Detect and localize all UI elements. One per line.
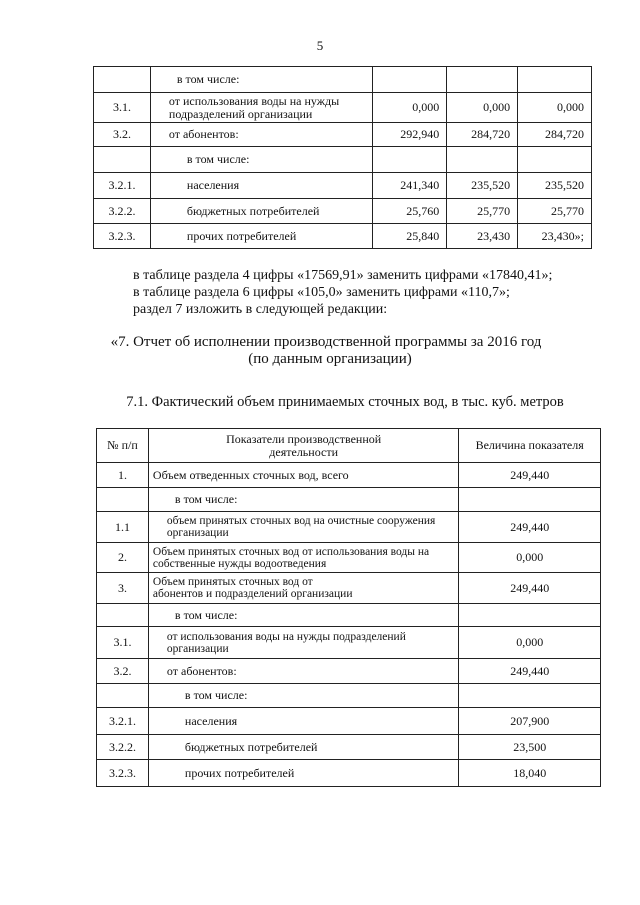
row-value: 0,000 [373, 93, 447, 123]
row-label: от абонентов: [150, 123, 372, 147]
amendment-paragraph: раздел 7 изложить в следующей редакции: [133, 302, 388, 317]
row-number: 3.2.2. [97, 735, 149, 760]
row-value: 284,720 [447, 123, 518, 147]
section-title: «7. Отчет об исполнении производственной программы за 2016 год [110, 334, 542, 350]
row-value [518, 147, 592, 173]
row-value: 25,770 [518, 199, 592, 224]
row-label: в том числе: [150, 147, 372, 173]
page-number: 5 [316, 38, 324, 53]
row-label: в том числе: [148, 488, 458, 512]
table-row [97, 463, 601, 488]
row-value: 25,770 [447, 199, 518, 224]
row-value: 249,440 [459, 659, 601, 684]
row-number: 2. [97, 543, 149, 573]
row-label: в том числе: [148, 604, 458, 627]
row-value: 0,000 [459, 627, 601, 659]
row-number: 3.1. [97, 627, 149, 659]
header-number: № п/п [97, 429, 149, 463]
row-value [518, 67, 592, 93]
row-number: 3. [97, 573, 149, 604]
row-label: от абонентов: [148, 659, 458, 684]
row-value [459, 488, 601, 512]
row-value [447, 147, 518, 173]
row-value: 0,000 [518, 93, 592, 123]
row-label: в том числе: [148, 684, 458, 708]
table-row [94, 123, 592, 147]
table-row [97, 708, 601, 735]
table-row [97, 735, 601, 760]
table-row [97, 684, 601, 708]
row-number: 1. [97, 463, 149, 488]
row-number [94, 67, 151, 93]
header-indicator: Показатели производственной деятельности [148, 429, 458, 463]
row-label: Объем принятых сточных вод от абонентов и подразделений организации [148, 573, 458, 604]
row-label: бюджетных потребителей [148, 735, 458, 760]
table-row [97, 627, 601, 659]
row-number [97, 684, 149, 708]
row-label: прочих потребителей [150, 224, 372, 249]
row-number: 1.1 [97, 512, 149, 543]
row-number: 3.2.3. [97, 760, 149, 787]
table-row [94, 173, 592, 199]
table-row [94, 147, 592, 173]
row-value: 23,430»; [518, 224, 592, 249]
row-value: 241,340 [373, 173, 447, 199]
subsection-title: 7.1. Фактический объем принимаемых сточных вод, в тыс. куб. метров [126, 394, 564, 410]
row-value: 23,500 [459, 735, 601, 760]
amendment-paragraph: в таблице раздела 6 цифры «105,0» заменить цифрами «110,7»; [133, 285, 510, 300]
row-number: 3.2.3. [94, 224, 151, 249]
row-number: 3.1. [94, 93, 151, 123]
row-value [447, 67, 518, 93]
table-row [94, 224, 592, 249]
row-number: 3.2.2. [94, 199, 151, 224]
table-row [94, 93, 592, 123]
row-number: 3.2.1. [97, 708, 149, 735]
row-value: 18,040 [459, 760, 601, 787]
table-row [97, 512, 601, 543]
table-header-row [97, 429, 601, 463]
row-label: бюджетных потребителей [150, 199, 372, 224]
row-label: объем принятых сточных вод на очистные сооружения организации [148, 512, 458, 543]
row-number [97, 488, 149, 512]
row-value: 284,720 [518, 123, 592, 147]
row-label: от использования воды на нужды подразделений организации [148, 627, 458, 659]
row-value: 235,520 [447, 173, 518, 199]
wastewater-volume-table [96, 428, 601, 787]
row-label: населения [150, 173, 372, 199]
production-table-continued [93, 66, 592, 249]
row-value: 0,000 [459, 543, 601, 573]
row-label: Объем отведенных сточных вод, всего [148, 463, 458, 488]
row-value: 25,840 [373, 224, 447, 249]
row-value [459, 684, 601, 708]
row-number [97, 604, 149, 627]
section-subtitle: (по данным организации) [248, 351, 412, 367]
table-row [94, 199, 592, 224]
table-row [94, 67, 592, 93]
row-value [373, 147, 447, 173]
row-number: 3.2.1. [94, 173, 151, 199]
table-row [97, 659, 601, 684]
row-label: от использования воды на нужды подразделений организации [150, 93, 372, 123]
row-value: 292,940 [373, 123, 447, 147]
row-label: в том числе: [150, 67, 372, 93]
row-value: 249,440 [459, 512, 601, 543]
row-number: 3.2. [94, 123, 151, 147]
header-value: Величина показателя [459, 429, 601, 463]
table-row [97, 573, 601, 604]
table-row [97, 543, 601, 573]
row-value: 249,440 [459, 463, 601, 488]
row-label: населения [148, 708, 458, 735]
row-value: 0,000 [447, 93, 518, 123]
row-number [94, 147, 151, 173]
row-value: 235,520 [518, 173, 592, 199]
row-label: прочих потребителей [148, 760, 458, 787]
row-label: Объем принятых сточных вод от использования воды на собственные нужды водоотведения [148, 543, 458, 573]
row-number: 3.2. [97, 659, 149, 684]
row-value: 207,900 [459, 708, 601, 735]
amendment-paragraph: в таблице раздела 4 цифры «17569,91» заменить цифрами «17840,41»; [133, 268, 553, 283]
row-value [459, 604, 601, 627]
row-value: 25,760 [373, 199, 447, 224]
table-row [97, 604, 601, 627]
row-value: 249,440 [459, 573, 601, 604]
table-row [97, 760, 601, 787]
table-row [97, 488, 601, 512]
row-value: 23,430 [447, 224, 518, 249]
row-value [373, 67, 447, 93]
